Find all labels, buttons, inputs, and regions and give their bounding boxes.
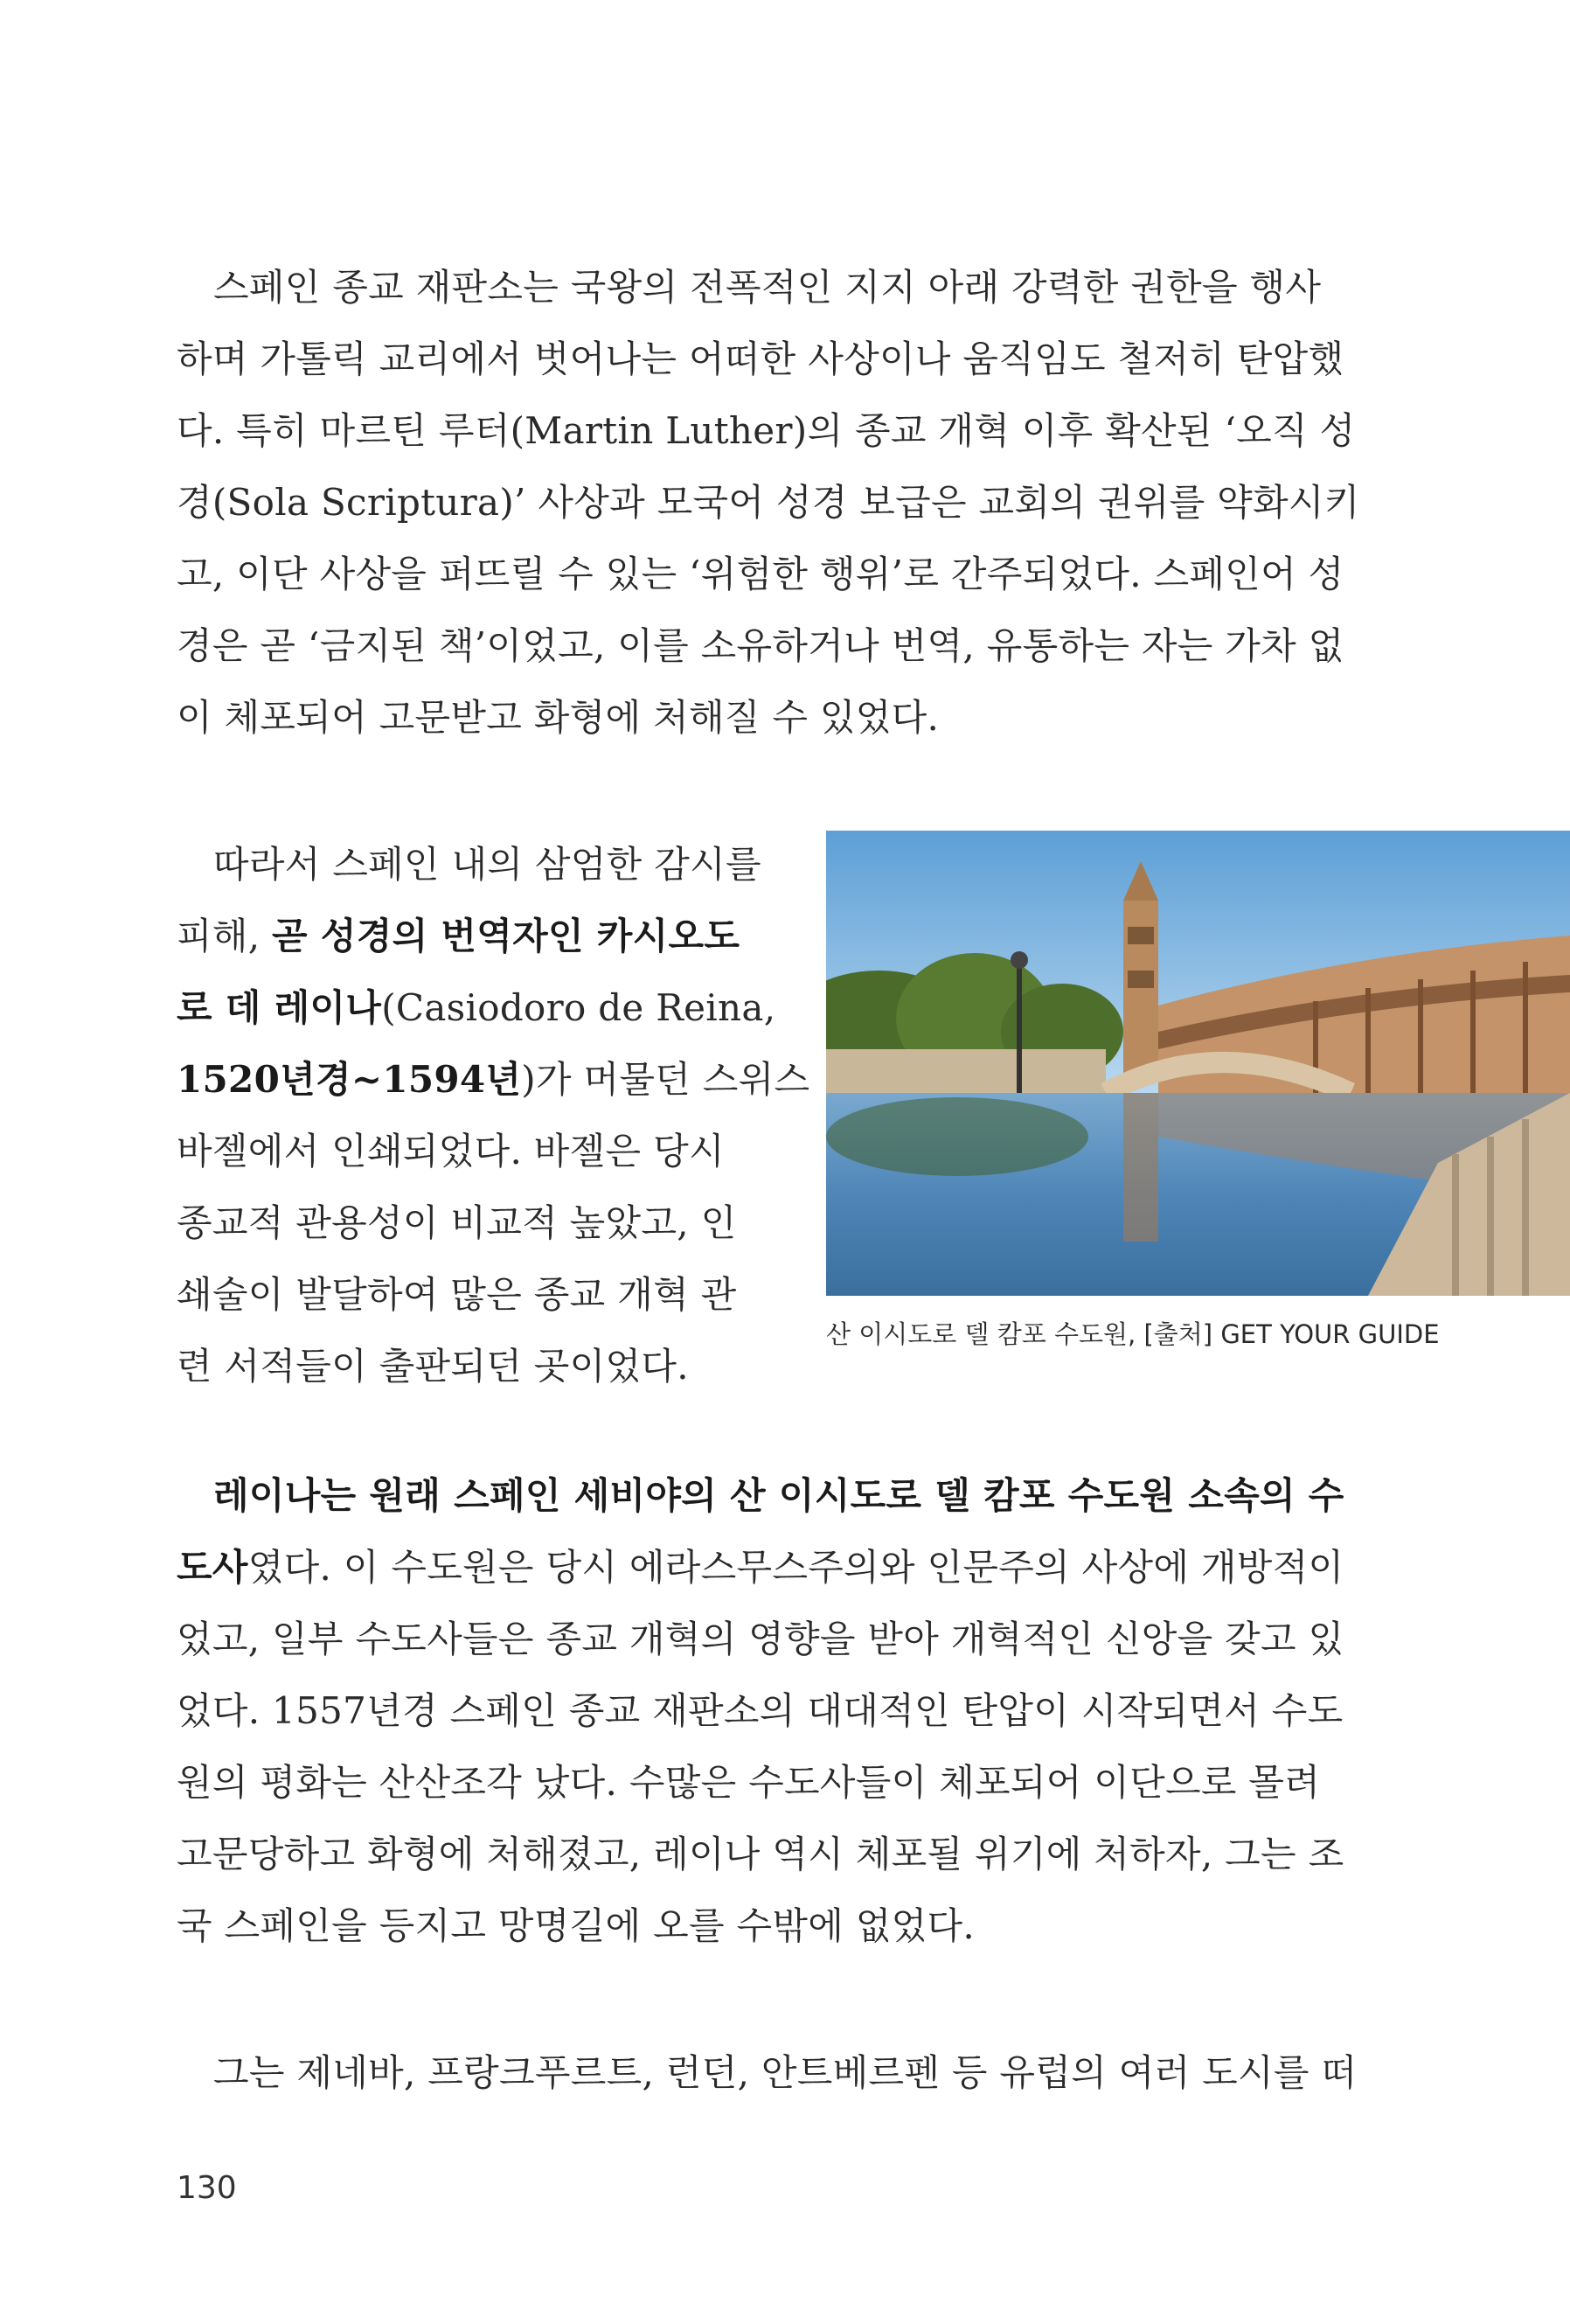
text-line: 원의 평화는 산산조각 났다. 수많은 수도사들이 체포되어 이단으로 몰려 bbox=[177, 1761, 1321, 1804]
text-line: 종교적 관용성이 비교적 높았고, 인 bbox=[177, 1201, 737, 1244]
text-line: 고, 이단 사상을 퍼뜨릴 수 있는 ‘위험한 행위’로 간주되었다. 스페인어 성 bbox=[177, 553, 1344, 595]
text-line: 스페인 종교 재판소는 국왕의 전폭적인 지지 아래 강력한 권한을 행사 bbox=[213, 266, 1322, 309]
bold-text: 로 데 레이나 bbox=[177, 986, 382, 1029]
paragraph-inquisition bbox=[177, 252, 1365, 754]
bold-text: 곧 성경의 번역자인 카시오도 bbox=[272, 915, 740, 957]
text-line: 국 스페인을 등지고 망명길에 오를 수밖에 없었다. bbox=[177, 1904, 975, 1947]
paragraph-exile bbox=[177, 2037, 1365, 2109]
paragraph-reina-origin bbox=[177, 1460, 1365, 1962]
monastery-photo bbox=[826, 831, 1570, 1296]
text-line: 경(Sola Scriptura)’ 사상과 모국어 성경 보급은 교회의 권위를 약화시키 bbox=[177, 481, 1360, 524]
text-line bbox=[177, 1460, 1365, 1532]
text-line bbox=[177, 1532, 1365, 1604]
text-line: 그는 제네바, 프랑크푸르트, 런던, 안트베르펜 등 유럽의 여러 도시를 떠 bbox=[213, 2051, 1358, 2094]
text-line: 련 서적들이 출판되던 곳이었다. bbox=[177, 1345, 689, 1388]
text-line: 고문당하고 화형에 처해졌고, 레이나 역시 체포될 위기에 처하자, 그는 조 bbox=[177, 1833, 1344, 1875]
text-run: 피해, bbox=[177, 915, 273, 957]
paragraph-basel bbox=[177, 829, 810, 1402]
text-run: (Casiodoro de Reina, bbox=[381, 986, 776, 1029]
text-line: 하며 가톨릭 교리에서 벗어나는 어떠한 사상이나 움직임도 철저히 탄압했 bbox=[177, 337, 1344, 380]
photo-caption: 산 이시도로 델 캄포 수도원, [출처] GET YOUR GUIDE bbox=[826, 1319, 1440, 1349]
text-line: 쇄술이 발달하여 많은 종교 개혁 관 bbox=[177, 1273, 737, 1316]
text-line: 바젤에서 인쇄되었다. 바젤은 당시 bbox=[177, 1130, 725, 1172]
text-line: 었다. 1557년경 스페인 종교 재판소의 대대적인 탄압이 시작되면서 수도 bbox=[177, 1689, 1344, 1732]
bold-text: 도사 bbox=[177, 1546, 248, 1589]
text-line bbox=[177, 901, 775, 972]
text-line bbox=[177, 1044, 810, 1116]
monastery-illustration bbox=[826, 831, 1570, 1296]
text-line bbox=[177, 972, 775, 1044]
page-number: 130 bbox=[177, 2170, 237, 2206]
text-line: 다. 특히 마르틴 루터(Martin Luther)의 종교 개혁 이후 확산된 ‘오직 성 bbox=[177, 409, 1356, 452]
bold-text: 레이나는 원래 스페인 세비야의 산 이시도로 델 캄포 수도원 소속의 수 bbox=[213, 1474, 1344, 1517]
text-run: 였다. 이 수도원은 당시 에라스무스주의와 인문주의 사상에 개방적이 bbox=[247, 1546, 1344, 1589]
bold-text: 1520년경~1594년 bbox=[177, 1058, 522, 1101]
text-line: 따라서 스페인 내의 삼엄한 감시를 bbox=[213, 843, 761, 886]
text-line: 경은 곧 ‘금지된 책’이었고, 이를 소유하거나 번역, 유통하는 자는 가차 없 bbox=[177, 624, 1344, 667]
text-line: 었고, 일부 수도사들은 종교 개혁의 영향을 받아 개혁적인 신앙을 갖고 있 bbox=[177, 1618, 1344, 1660]
text-run: )가 머물던 스위스 bbox=[521, 1058, 810, 1101]
text-line: 이 체포되어 고문받고 화형에 처해질 수 있었다. bbox=[177, 696, 940, 739]
